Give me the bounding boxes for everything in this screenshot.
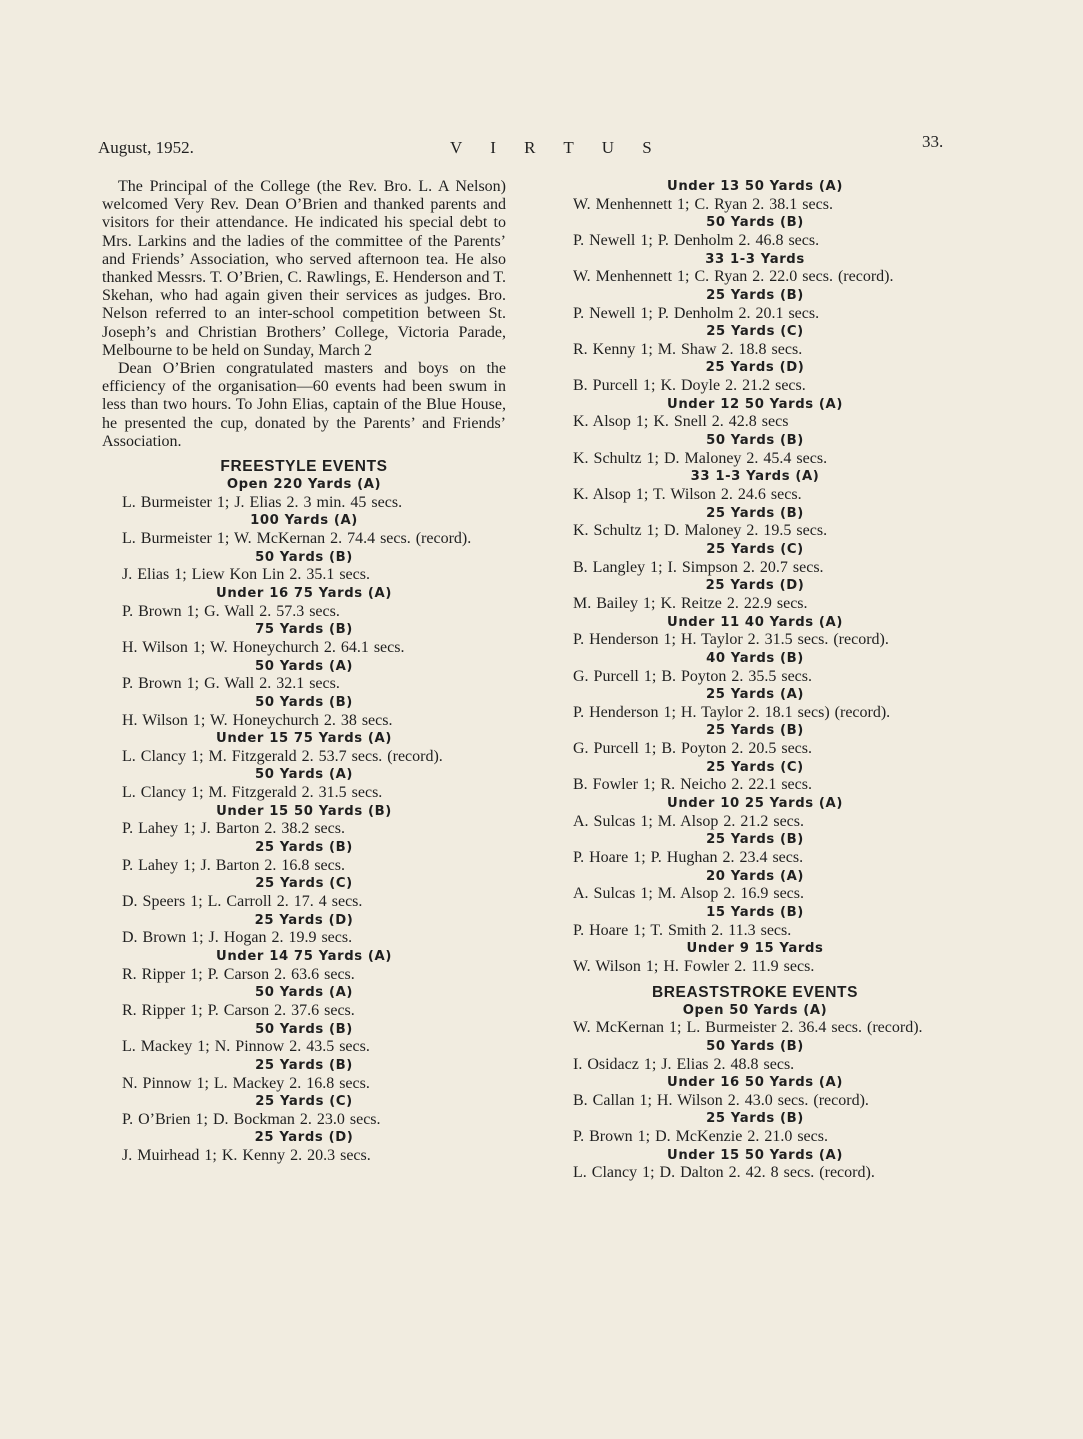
event-result: P. Lahey 1; J. Barton 2. 16.8 secs.	[122, 856, 345, 874]
event-result: R. Ripper 1; P. Carson 2. 37.6 secs.	[122, 1001, 355, 1019]
event-result: G. Purcell 1; B. Poyton 2. 20.5 secs.	[573, 740, 812, 758]
right-column	[553, 178, 957, 1183]
event-heading: Under 15 50 Yards (A)	[667, 1147, 843, 1163]
event-heading: 25 Yards (B)	[706, 287, 804, 303]
event-result: L. Burmeister 1; J. Elias 2. 3 min. 45 secs.	[122, 493, 403, 511]
event-result: P. O’Brien 1; D. Bockman 2. 23.0 secs.	[122, 1110, 381, 1128]
event-result: I. Osidacz 1; J. Elias 2. 48.8 secs.	[573, 1055, 795, 1073]
event-result: P. Hoare 1; T. Smith 2. 11.3 secs.	[573, 921, 792, 939]
event-result: A. Sulcas 1; M. Alsop 2. 16.9 secs.	[573, 885, 804, 903]
event-heading: 25 Yards (B)	[706, 723, 804, 739]
results-list	[553, 178, 957, 1183]
event-heading: 25 Yards (A)	[705, 687, 805, 703]
event-heading: 50 Yards (A)	[254, 767, 354, 783]
event-result: D. Speers 1; L. Carroll 2. 17. 4 secs.	[122, 893, 363, 911]
event-result: L. Clancy 1; M. Fitzgerald 2. 31.5 secs.	[122, 784, 383, 802]
event-result: P. Newell 1; P. Denholm 2. 46.8 secs.	[573, 232, 820, 249]
event-heading: Open 220 Yards (A)	[226, 477, 382, 493]
event-result: P. Brown 1; G. Wall 2. 57.3 secs.	[122, 602, 340, 620]
event-result: R. Ripper 1; P. Carson 2. 63.6 secs.	[122, 965, 355, 983]
event-heading: 25 Yards (C)	[706, 324, 804, 340]
event-result: P. Brown 1; G. Wall 2. 32.1 secs.	[122, 675, 340, 693]
event-heading: 25 Yards (D)	[254, 1130, 354, 1146]
intro-paragraph: Dean O’Brien congratulated masters and boys on the efficiency of the organisation—60 events had been swum in less than two hours. To John Elias, captain of the Blue House, he presented the cup, donated by the Parents’ and Friends’ Association.	[102, 360, 506, 450]
event-heading: 40 Yards (B)	[706, 650, 804, 666]
event-heading: 50 Yards (A)	[254, 985, 354, 1001]
section-title: BREASTSTROKE EVENTS	[651, 983, 859, 1001]
event-result: H. Wilson 1; W. Honeychurch 2. 64.1 secs.	[122, 638, 405, 656]
event-heading: 50 Yards (B)	[706, 433, 804, 449]
event-result: K. Alsop 1; T. Wilson 2. 24.6 secs.	[573, 486, 802, 504]
event-heading: Open 50 Yards (A)	[682, 1002, 828, 1018]
event-result: R. Kenny 1; M. Shaw 2. 18.8 secs.	[573, 340, 803, 358]
event-heading: 25 Yards (B)	[255, 1057, 353, 1073]
event-heading: 25 Yards (B)	[706, 1111, 804, 1127]
event-heading: 25 Yards (B)	[706, 832, 804, 848]
event-heading: 25 Yards (D)	[254, 912, 354, 928]
event-result: L. Burmeister 1; W. McKernan 2. 74.4 secs. (record).	[122, 530, 472, 548]
event-result: A. Sulcas 1; M. Alsop 2. 21.2 secs.	[573, 812, 804, 830]
event-heading: 25 Yards (C)	[706, 541, 804, 557]
event-result: L. Mackey 1; N. Pinnow 2. 43.5 secs.	[122, 1038, 370, 1056]
event-result: J. Elias 1; Liew Kon Lin 2. 35.1 secs.	[122, 566, 370, 584]
event-result: M. Bailey 1; K. Reitze 2. 22.9 secs.	[573, 594, 808, 612]
issue-date: August, 1952.	[98, 138, 194, 157]
event-result: H. Wilson 1; W. Honeychurch 2. 38 secs.	[122, 711, 393, 729]
event-result: P. Lahey 1; J. Barton 2. 38.2 secs.	[122, 820, 345, 838]
event-result: P. Henderson 1; H. Taylor 2. 18.1 secs) (record).	[573, 703, 891, 721]
event-heading: Under 11 40 Yards (A)	[667, 614, 843, 630]
page-number: 33.	[922, 132, 944, 151]
freestyle-results	[102, 457, 506, 1166]
event-result: W. Wilson 1; H. Fowler 2. 11.9 secs.	[573, 957, 815, 975]
intro-paragraph: The Principal of the College (the Rev. Bro. L. A Nelson) welcomed Very Rev. Dean O’Brien and thanked parents and visitors for their attendance. He indicated his special debt to Mrs. Larkins and the ladies of the committee of the Parents’ and Friends’ Association, who served afternoon tea. He also thanked Messrs. T. O’Brien, C. Rawlings, E. Henderson and T. Skehan, who had again given their services as judges. Bro. Nelson referred to an inter-school competition between St. Joseph’s and Christian Brothers’ College, Victoria Parade, Melbourne to be held on Sunday, March 2	[102, 178, 506, 359]
event-heading: 25 Yards (B)	[706, 505, 804, 521]
event-heading: 33 1-3 Yards (A)	[690, 469, 820, 485]
event-result: J. Muirhead 1; K. Kenny 2. 20.3 secs.	[122, 1147, 371, 1165]
event-heading: 25 Yards (C)	[706, 759, 804, 775]
event-result: G. Purcell 1; B. Poyton 2. 35.5 secs.	[573, 667, 812, 685]
event-heading: 75 Yards (B)	[255, 622, 353, 638]
event-result: D. Brown 1; J. Hogan 2. 19.9 secs.	[122, 929, 353, 947]
event-heading: Under 16 50 Yards (A)	[667, 1075, 843, 1091]
event-result: B. Purcell 1; K. Doyle 2. 21.2 secs.	[573, 377, 806, 395]
event-heading: 50 Yards (B)	[255, 694, 353, 710]
section-title: FREESTYLE EVENTS	[220, 458, 388, 476]
event-heading: 15 Yards (B)	[706, 904, 804, 920]
event-heading: 33 1-3 Yards	[705, 251, 805, 267]
event-heading: Under 16 75 Yards (A)	[216, 585, 392, 601]
event-heading: 50 Yards (A)	[254, 658, 354, 674]
event-result: P. Newell 1; P. Denholm 2. 20.1 secs.	[573, 304, 820, 322]
event-heading: 50 Yards (B)	[706, 1038, 804, 1054]
event-heading: Under 13 50 Yards (A)	[667, 179, 843, 194]
event-heading: Under 14 75 Yards (A)	[216, 948, 392, 964]
publication-title: V I R T U S	[450, 138, 664, 157]
event-result: P. Hoare 1; P. Hughan 2. 23.4 secs.	[573, 849, 804, 867]
event-heading: 25 Yards (C)	[255, 1094, 353, 1110]
event-result: B. Langley 1; I. Simpson 2. 20.7 secs.	[573, 558, 824, 576]
event-heading: Under 15 75 Yards (A)	[216, 731, 392, 747]
event-heading: 50 Yards (B)	[255, 549, 353, 565]
event-result: W. Menhennett 1; C. Ryan 2. 38.1 secs.	[573, 195, 833, 213]
event-heading: 50 Yards (B)	[706, 215, 804, 231]
event-heading: 100 Yards (A)	[250, 513, 358, 529]
event-result: L. Clancy 1; D. Dalton 2. 42. 8 secs. (record).	[573, 1164, 875, 1182]
event-heading: 25 Yards (D)	[705, 360, 805, 376]
event-heading: 20 Yards (A)	[705, 868, 805, 884]
event-result: B. Fowler 1; R. Neicho 2. 22.1 secs.	[573, 776, 812, 794]
event-result: P. Brown 1; D. McKenzie 2. 21.0 secs.	[573, 1128, 828, 1146]
event-result: W. McKernan 1; L. Burmeister 2. 36.4 secs. (record).	[573, 1019, 923, 1037]
event-heading: Under 12 50 Yards (A)	[667, 396, 843, 412]
event-result: K. Alsop 1; K. Snell 2. 42.8 secs	[573, 413, 789, 431]
event-result: B. Callan 1; H. Wilson 2. 43.0 secs. (record).	[573, 1091, 869, 1109]
event-result: K. Schultz 1; D. Maloney 2. 19.5 secs.	[573, 522, 828, 540]
event-result: P. Henderson 1; H. Taylor 2. 31.5 secs. (record).	[573, 631, 889, 649]
event-heading: Under 9 15 Yards	[686, 941, 824, 957]
event-heading: 25 Yards (D)	[705, 578, 805, 594]
event-result: W. Menhennett 1; C. Ryan 2. 22.0 secs. (record).	[573, 268, 894, 286]
event-heading: 25 Yards (C)	[255, 876, 353, 892]
event-heading: 25 Yards (B)	[255, 840, 353, 856]
event-heading: Under 10 25 Yards (A)	[667, 796, 843, 812]
event-result: N. Pinnow 1; L. Mackey 2. 16.8 secs.	[122, 1074, 370, 1092]
event-result: L. Clancy 1; M. Fitzgerald 2. 53.7 secs. (record).	[122, 747, 443, 765]
left-column	[102, 178, 506, 1166]
event-heading: 50 Yards (B)	[255, 1021, 353, 1037]
event-heading: Under 15 50 Yards (B)	[216, 803, 392, 819]
event-result: K. Schultz 1; D. Maloney 2. 45.4 secs.	[573, 449, 828, 467]
